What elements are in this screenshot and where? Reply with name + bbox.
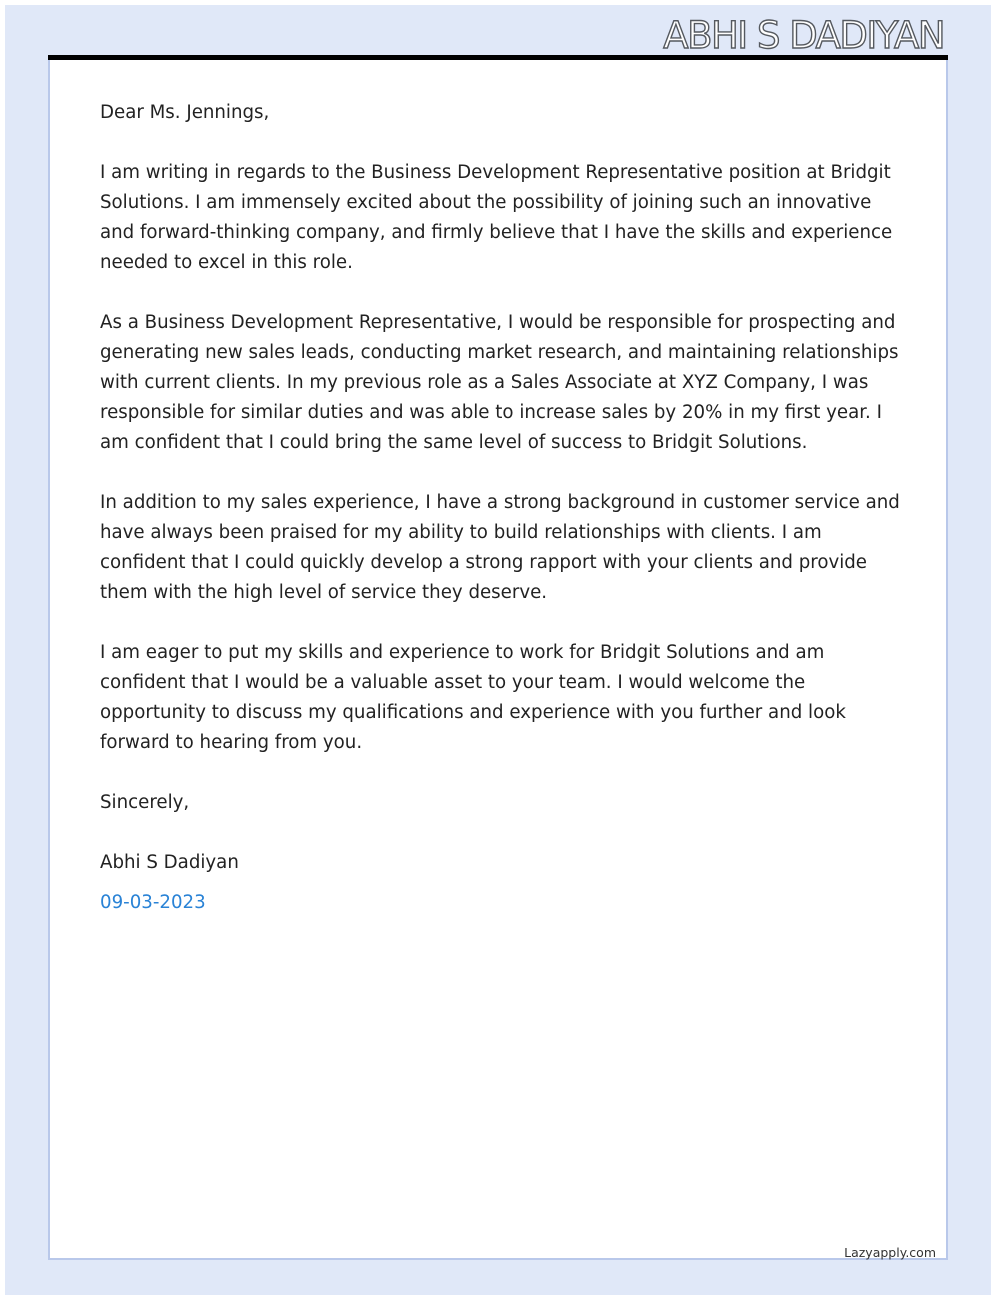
closing: Sincerely, [100,792,190,813]
paragraph-3: In addition to my sales experience, I have a strong background in customer service and have always been praised for my ability to build relationships with clients. I am confident that I could quickly develop a strong rapport with your clients and provide them with the high level of service they deserve. [100,492,900,603]
paragraph-2: As a Business Development Representative, I would be responsible for prospecting and generating new sales leads, conducting market research, and maintaining relationships with current clients. In my previous role as a Sales Associate at XYZ Company, I was responsible for similar duties and was able to increase sales by 20% in my first year. I am confident that I could bring the same level of success to Bridgit Solutions. [100,312,899,453]
applicant-name-heading: ABHI S DADIYAN [663,14,944,57]
paragraph-1: I am writing in regards to the Business Development Representative position at Bridgit Solutions. I am immensely excited about the possibility of joining such an innovative and forward-thinking company, and firmly believe that I have the skills and experience needed to excel in this role. [100,162,893,273]
salutation: Dear Ms. Jennings, [100,102,270,123]
paragraph-4: I am eager to put my skills and experience to work for Bridgit Solutions and am confident that I would be a valuable asset to your team. I would welcome the opportunity to discuss my qualifications and experience with you further and look forward to hearing from you. [100,642,846,753]
footer-brand: Lazyapply.com [844,1245,936,1260]
letter-date: 09-03-2023 [100,892,206,913]
letter-body [100,98,900,918]
signature: Abhi S Dadiyan [100,852,239,873]
